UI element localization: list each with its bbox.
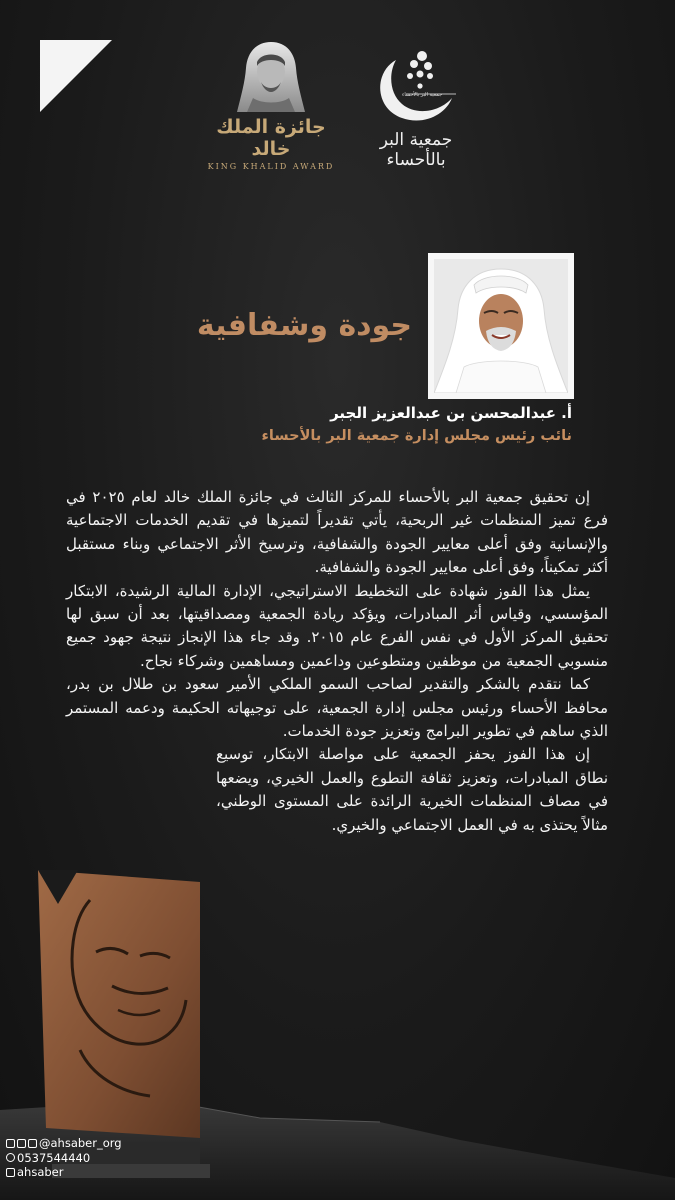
social-handle-row[interactable] [6, 1136, 122, 1151]
bir-society-name: جمعية البر بالأحساء [379, 130, 453, 170]
bir-society-small-text: جمعية البر بالأحساء [402, 92, 443, 98]
article-paragraph-2: يمثل هذا الفوز شهادة على التخطيط الاستراتيجي، الإدارة المالية الرشيدة، الابتكار المؤسسي، وقياس أثر المبادرات، ويؤكد ريادة الجمعية ومصداقيتها، بعد أن سبق لها تحقيق المركز الأول في نفس الفرع عام ٢٠١٥. وقد جاء هذا الإنجاز نتيجة جهود جميع منسوبي الجمعية من موظفين ومتطوعين وداعمين ومساهمين وشركاء نجاح. [66, 581, 608, 670]
article-body [66, 486, 608, 837]
phone-row[interactable] [6, 1151, 122, 1166]
phone-number: 0537544440 [17, 1150, 91, 1165]
social-handle: @ahsaber_org [39, 1136, 122, 1150]
social-contacts [6, 1136, 122, 1180]
snapchat-icon [6, 1168, 15, 1177]
snapchat-row[interactable] [6, 1165, 122, 1180]
article-paragraph-3: كما نتقدم بالشكر والتقدير لصاحب السمو الملكي الأمير سعود بن طلال بن بدر، محافظ الأحساء ورئيس مجلس إدارة الجمعية، على توجيهاته الحكيمة ودعمه المستمر الذي ساهم في تطوير البرامج وتعزيز جودة الخدمات. [66, 675, 608, 741]
article-paragraph-4: إن هذا الفوز يحفز الجمعية على مواصلة الابتكار، توسيع نطاق المبادرات، وتعزيز ثقافة التطوع والعمل الخيري، ويضعها في مصاف المنظمات الخيرية الرائدة على المستوى الوطني، مثالاً يحتذى به في العمل الاجتماعي والخيري. [216, 745, 608, 834]
king-khalid-award-english: KING KHALID AWARD [207, 162, 335, 171]
person-name: أ. عبدالمحسن بن عبدالعزيز الجبر [330, 404, 572, 422]
bir-crescent-icon [366, 42, 466, 128]
instagram-icon [6, 1139, 15, 1148]
person-title: نائب رئيس مجلس إدارة جمعية البر بالأحساء [261, 428, 572, 444]
x-icon [28, 1139, 37, 1148]
king-khalid-award-arabic: جائزة الملك خالد [216, 116, 326, 160]
page-headline: جودة وشفافية [196, 308, 412, 343]
youtube-icon [17, 1139, 26, 1148]
king-khalid-portrait-icon [233, 38, 309, 116]
corner-triangle-decoration [40, 40, 112, 112]
whatsapp-icon [6, 1153, 15, 1162]
snapchat-handle: ahsaber [17, 1165, 64, 1179]
person-portrait-icon [434, 259, 568, 393]
king-khalid-award-logo [206, 38, 336, 171]
bir-society-logo [350, 42, 482, 170]
article-paragraph-1: إن تحقيق جمعية البر بالأحساء للمركز الثالث في جائزة الملك خالد لعام ٢٠٢٥ في فرع تميز المنظمات غير الربحية، يأتي تقديراً لتميزها في تقديم الخدمات الاجتماعية والإنسانية وفق أعلى معايير الجودة والشفافية، وترسيخ الأثر الاجتماعي وبناء مستقبل أكثر تمكيناً، وفق أعلى معايير الجودة والشفافية. [66, 488, 608, 577]
person-photo [428, 253, 574, 399]
